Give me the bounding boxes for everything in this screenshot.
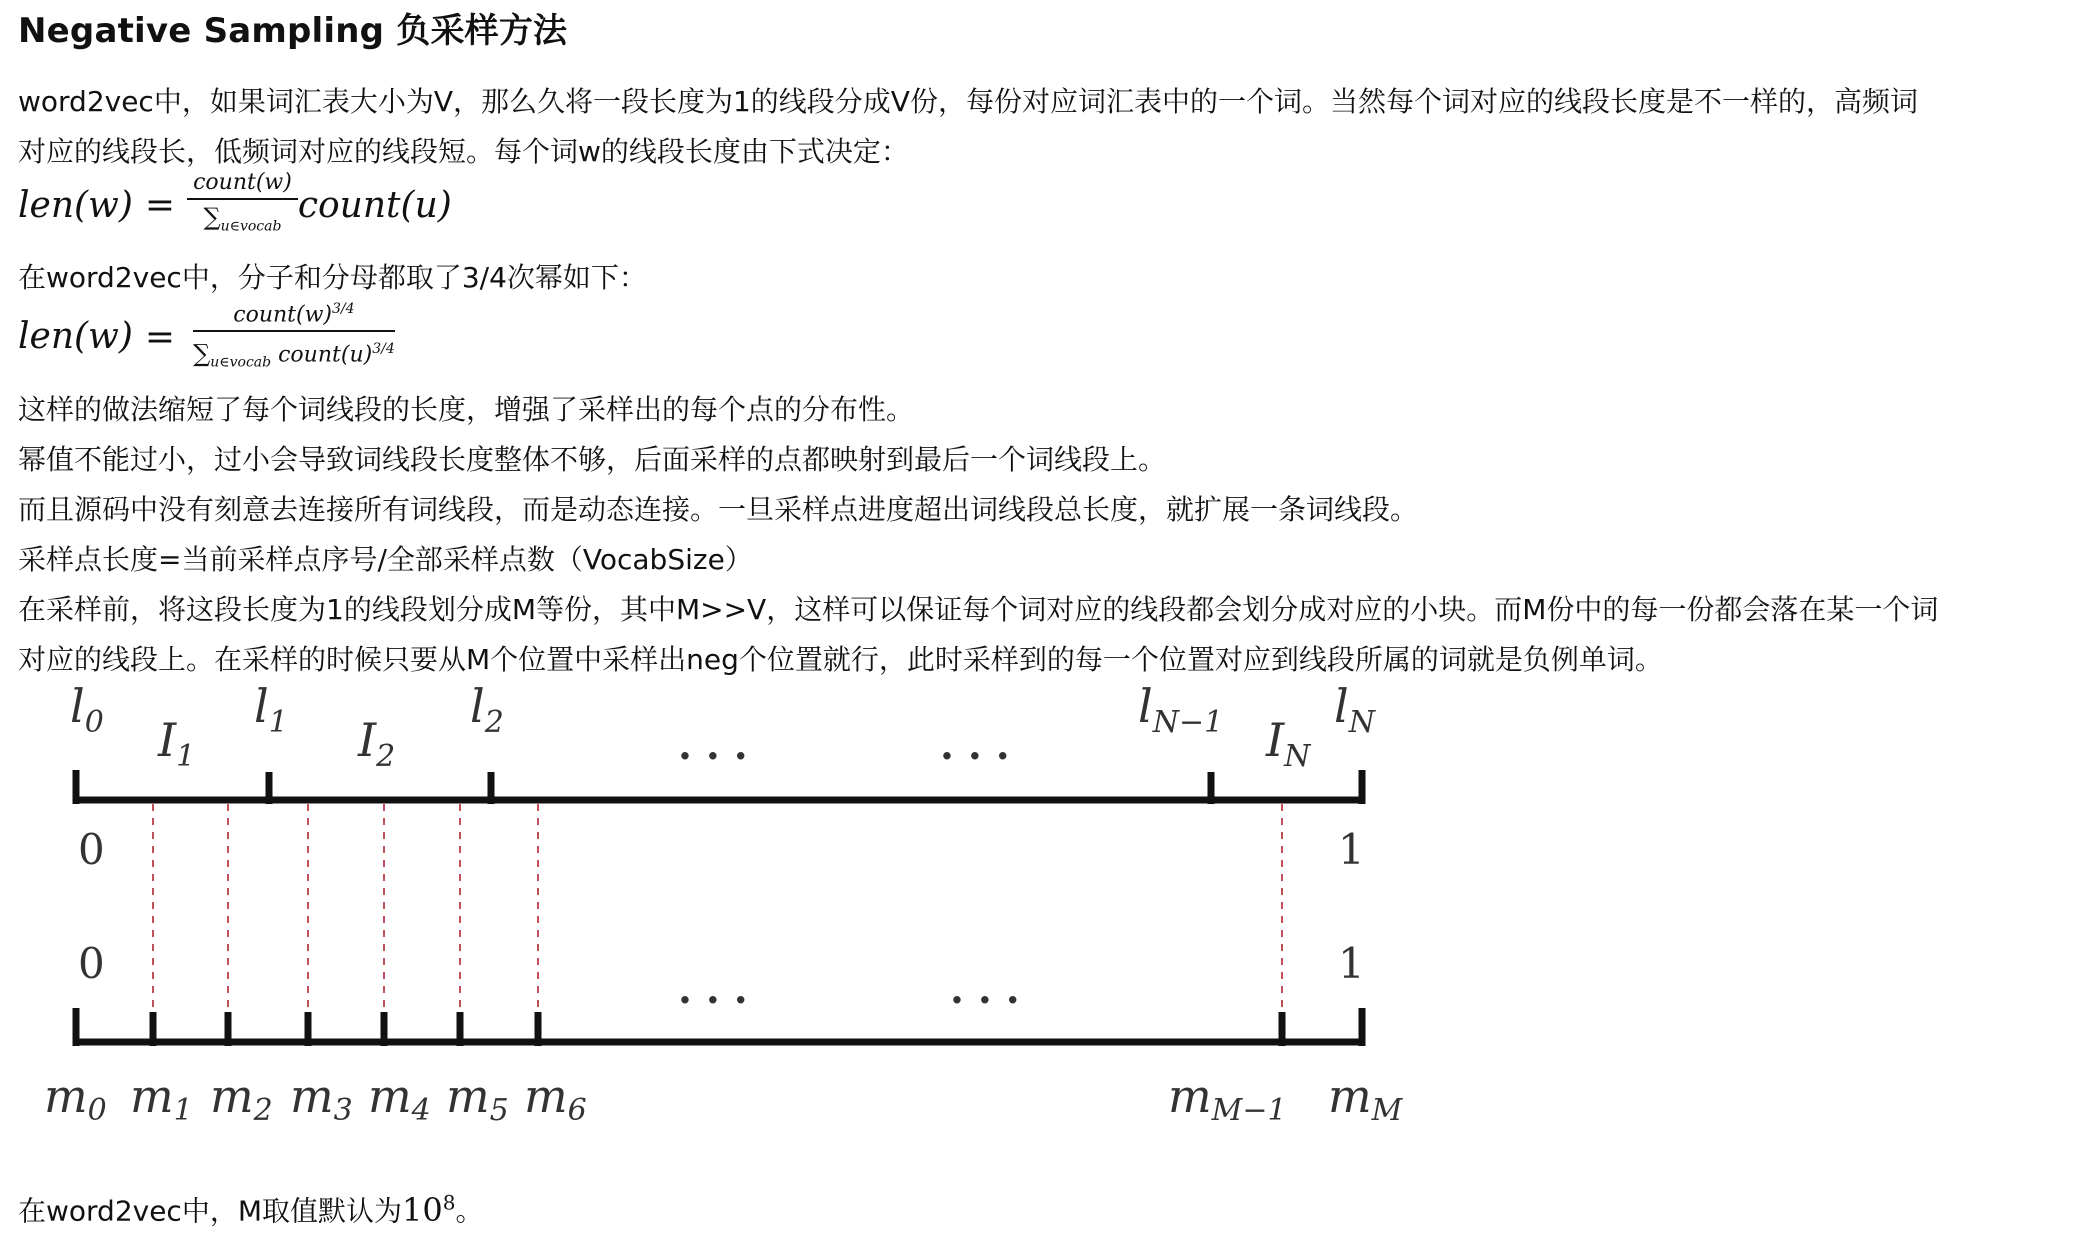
formula-2-denominator-exponent: 3/4 [372, 341, 395, 358]
footer-note [18, 1180, 483, 1234]
footer-power [402, 1191, 455, 1229]
label-I1: $I_1$ [158, 713, 196, 774]
sum-subscript-2: u∈vocab [210, 355, 272, 372]
formula-1-numerator: count(w) [187, 170, 298, 200]
label-zero-top: 0 [78, 825, 105, 874]
sum-symbol: ∑ [203, 203, 221, 231]
label-l0: $l_0$ [70, 680, 104, 740]
label-zero-bottom: 0 [78, 939, 105, 988]
label-lN-1: $l_{N-1}$ [1138, 680, 1224, 740]
formula-length [18, 170, 452, 241]
top-dots-1: · · · [678, 733, 748, 780]
label-mM-1: mM−1 [1168, 1069, 1287, 1128]
paragraph-3: 这样的做法缩短了每个词线段的长度，增强了采样出的每个点的分布性。 [18, 393, 915, 426]
paragraph-2: 在word2vec中，分子和分母都取了3/4次幂如下： [18, 261, 647, 294]
paragraph-1-line-1: word2vec中，如果词汇表大小为V，那么久将一段长度为1的线段分成V份，每份对应词汇表中的一个词。当然每个词对应的线段长度是不一样的，高频词 [18, 85, 1918, 118]
label-l2: $l_2$ [470, 680, 504, 740]
formula-2-denominator-body: count(u) [278, 342, 373, 368]
document-page [18, 0, 2078, 1244]
label-m6: m6 [524, 1069, 587, 1128]
footer-power-base: 10 [402, 1190, 443, 1229]
paragraph-7-line-1: 在采样前，将这段长度为1的线段划分成M等份，其中M>>V，这样可以保证每个词对应的线段都会划分成对应的小块。而M份中的每一份都会落在某一个词 [18, 593, 1939, 626]
label-I2: $I_2$ [358, 713, 396, 774]
formula-2-fraction [187, 296, 401, 378]
formula-2-denominator [187, 332, 401, 378]
paragraph-1-line-2: 对应的线段长，低频词对应的线段短。每个词w的线段长度由下式决定： [18, 135, 909, 168]
label-m5: m5 [446, 1069, 509, 1128]
paragraph-6: 采样点长度=当前采样点序号/全部采样点数（VocabSize） [18, 543, 753, 576]
label-lN: $l_N$ [1334, 680, 1375, 740]
label-m3: m3 [290, 1069, 353, 1128]
label-m1: m1 [130, 1069, 193, 1128]
bottom-dots-1: · · · [678, 977, 748, 1024]
formula-1-lhs: len(w) [18, 184, 133, 226]
footer-power-exponent: 8 [442, 1190, 456, 1214]
top-dots-2: · · · [940, 733, 1010, 780]
label-m4: m4 [368, 1069, 431, 1128]
formula-2-numerator [193, 296, 394, 332]
label-mM: mM [1328, 1069, 1403, 1128]
formula-2-numerator-exponent: 3/4 [332, 301, 355, 317]
sum-subscript: u∈vocab [220, 218, 282, 235]
paragraph-7-line-2: 对应的线段上。在采样的时候只要从M个位置中采样出neg个位置就行，此时采样到的每一个位置对应到线段所属的词就是负例单词。 [18, 643, 1663, 676]
label-one-top: 1 [1338, 825, 1365, 874]
formula-length-power [18, 296, 401, 378]
formula-2-lhs: len(w) [18, 316, 133, 358]
sampling-diagram [18, 680, 1458, 1130]
label-IN: $I_N$ [1266, 713, 1311, 774]
label-l1: $l_1$ [254, 680, 288, 740]
footer-prefix: 在word2vec中，M取值默认为 [18, 1194, 402, 1228]
paragraph-5: 而且源码中没有刻意去连接所有词线段，而是动态连接。一旦采样点进度超出词线段总长度，就扩展一条词线段。 [18, 493, 1419, 526]
formula-1-fraction [187, 170, 298, 241]
page-title: Negative Sampling 负采样方法 [18, 11, 568, 51]
bottom-dots-2: · · · [950, 977, 1020, 1024]
footer-suffix: 。 [455, 1194, 484, 1228]
label-one-bottom: 1 [1338, 939, 1365, 988]
sum-symbol-2: ∑ [193, 339, 211, 368]
label-m0: m0 [44, 1069, 107, 1128]
formula-2-equals: = [144, 316, 176, 358]
formula-1-equals: = [144, 185, 176, 227]
formula-1-denominator [197, 200, 287, 241]
paragraph-4: 幂值不能过小，过小会导致词线段长度整体不够，后面采样的点都映射到最后一个词线段上。 [18, 443, 1167, 476]
formula-2-numerator-body: count(w) [233, 302, 333, 328]
label-m2: m2 [210, 1069, 273, 1128]
formula-1-tail: count(u) [297, 185, 452, 227]
